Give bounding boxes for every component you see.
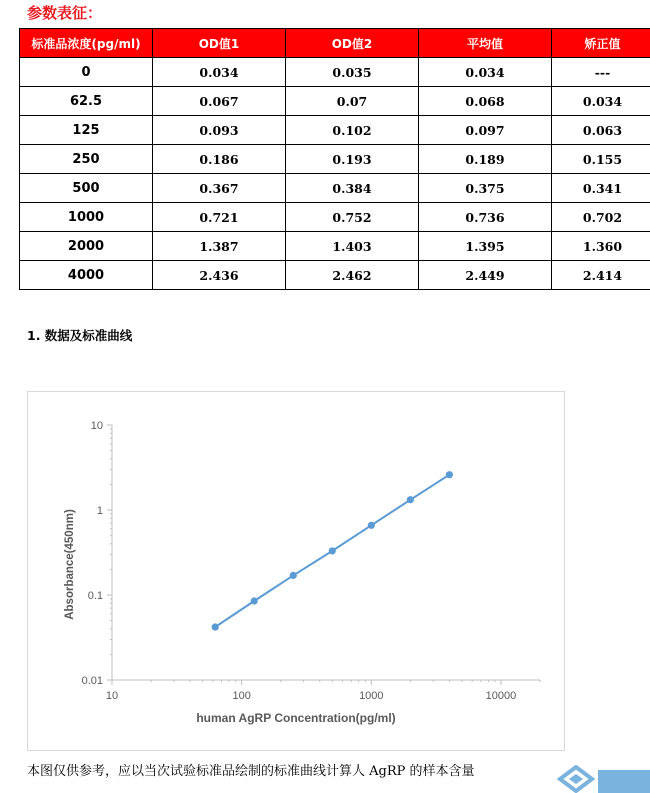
cell-average: 2.449 <box>419 261 552 290</box>
cell-concentration: 250 <box>20 145 153 174</box>
cell-od1: 0.093 <box>153 116 286 145</box>
cell-od2: 0.384 <box>286 174 419 203</box>
cell-average: 0.736 <box>419 203 552 232</box>
cell-od1: 0.367 <box>153 174 286 203</box>
cell-corrected: 1.360 <box>552 232 650 261</box>
data-point <box>329 547 336 554</box>
cell-average: 1.395 <box>419 232 552 261</box>
header-corrected: 矫正值 <box>552 29 650 58</box>
table-header-row <box>20 29 650 58</box>
y-tick-label: 1 <box>96 505 103 517</box>
logo-icon <box>556 765 596 793</box>
cell-od2: 0.193 <box>286 145 419 174</box>
data-point <box>251 597 258 604</box>
table-row <box>20 116 650 145</box>
y-axis-title: Absorbance(450nm) <box>64 509 76 620</box>
table-row <box>20 203 650 232</box>
cell-od2: 0.752 <box>286 203 419 232</box>
y-tick-label: 0.01 <box>81 675 103 687</box>
cell-average: 0.097 <box>419 116 552 145</box>
table-row <box>20 261 650 290</box>
cell-corrected: --- <box>552 58 650 87</box>
cell-od2: 1.403 <box>286 232 419 261</box>
y-tick-label: 0.1 <box>87 590 103 602</box>
cell-od1: 1.387 <box>153 232 286 261</box>
cell-corrected: 0.702 <box>552 203 650 232</box>
cell-average: 0.189 <box>419 145 552 174</box>
cell-corrected: 0.063 <box>552 116 650 145</box>
cell-corrected: 0.341 <box>552 174 650 203</box>
cell-concentration: 500 <box>20 174 153 203</box>
header-average: 平均值 <box>419 29 552 58</box>
cell-concentration: 0 <box>20 58 153 87</box>
data-point <box>407 496 414 503</box>
data-point <box>446 471 453 478</box>
cell-concentration: 2000 <box>20 232 153 261</box>
data-point <box>368 522 375 529</box>
x-tick-label: 1000 <box>359 690 384 702</box>
x-tick-label: 100 <box>232 690 251 702</box>
chart-svg <box>28 392 564 750</box>
table-row <box>20 232 650 261</box>
cell-concentration: 125 <box>20 116 153 145</box>
header-od1: OD值1 <box>153 29 286 58</box>
cell-concentration: 62.5 <box>20 87 153 116</box>
x-axis-title: human AgRP Concentration(pg/ml) <box>196 711 396 725</box>
reference-note: 本图仅供参考，应以当次试验标准品绘制的标准曲线计算人 AgRP 的样本含量 <box>27 764 475 779</box>
cell-od1: 0.186 <box>153 145 286 174</box>
header-od2: OD值2 <box>286 29 419 58</box>
section-title: 参数表征： <box>27 4 103 22</box>
x-tick-label: 10 <box>105 690 119 702</box>
data-point <box>212 623 219 630</box>
corner-bar <box>598 770 650 793</box>
cell-od2: 0.035 <box>286 58 419 87</box>
cell-corrected: 2.414 <box>552 261 650 290</box>
header-concentration: 标准品浓度(pg/ml) <box>20 29 153 58</box>
cell-od1: 2.436 <box>153 261 286 290</box>
table-row <box>20 145 650 174</box>
cell-od2: 2.462 <box>286 261 419 290</box>
table-row <box>20 58 650 87</box>
curve-heading: 1. 数据及标准曲线 <box>27 328 133 343</box>
table-row <box>20 174 650 203</box>
x-tick-label: 10000 <box>485 690 517 702</box>
data-point <box>290 572 297 579</box>
cell-corrected: 0.155 <box>552 145 650 174</box>
cell-od1: 0.067 <box>153 87 286 116</box>
cell-od2: 0.07 <box>286 87 419 116</box>
cell-od1: 0.721 <box>153 203 286 232</box>
cell-average: 0.034 <box>419 58 552 87</box>
cell-concentration: 4000 <box>20 261 153 290</box>
cell-od1: 0.034 <box>153 58 286 87</box>
cell-average: 0.375 <box>419 174 552 203</box>
cell-average: 0.068 <box>419 87 552 116</box>
standard-curve-chart <box>27 391 565 751</box>
parameter-table <box>19 28 650 290</box>
cell-od2: 0.102 <box>286 116 419 145</box>
y-tick-label: 10 <box>90 420 103 432</box>
table-row <box>20 87 650 116</box>
cell-corrected: 0.034 <box>552 87 650 116</box>
cell-concentration: 1000 <box>20 203 153 232</box>
